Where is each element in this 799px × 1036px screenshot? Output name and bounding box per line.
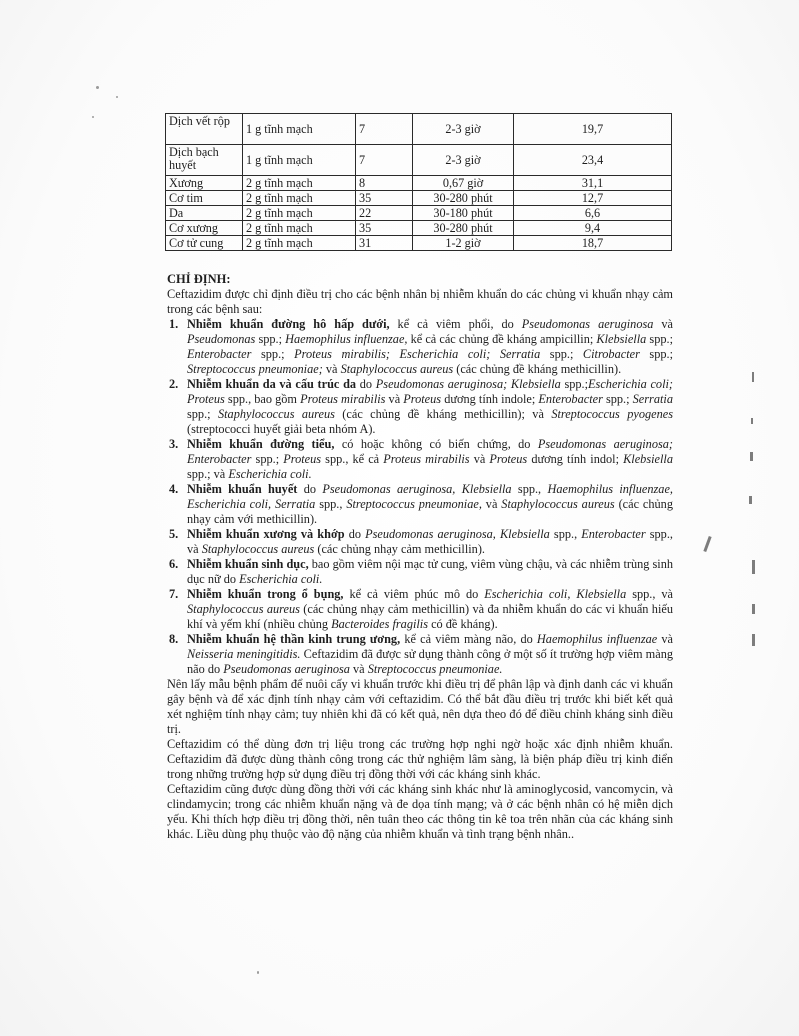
table-cell: 22 (356, 206, 413, 221)
organism-name: Pseudomonas aeruginosa, Klebsiella (365, 527, 550, 541)
indication-item (167, 557, 673, 587)
table-cell: 2-3 giờ (413, 114, 514, 145)
item-text: spp.; và (187, 467, 229, 481)
item-text: kể cả viêm phúc mô do (343, 587, 485, 601)
margin-mark (752, 604, 755, 614)
note-paragraph: Ceftazidim có thể dùng đơn trị liệu trong các trường hợp nghi ngờ hoặc xác định nhiễm khuẩn. Ceftazidim đã được dùng thành công trong các thử nghiệm lâm sàng, là biện pháp điều trị kinh điển trong những trường hợp sử dụng điều trị đồng thời với các kháng sinh khác. (167, 737, 673, 781)
item-title: Nhiễm khuẩn xương và khớp (187, 527, 345, 541)
indication-item (167, 632, 673, 677)
table-row (166, 191, 672, 206)
table-cell: Cơ tim (166, 191, 243, 206)
item-text: do (356, 377, 376, 391)
table-cell: 31 (356, 236, 413, 251)
organism-name: Streptococcus pneumoniae, (346, 497, 482, 511)
item-text: và (653, 317, 673, 331)
organism-name: Proteus (403, 392, 442, 406)
table-row (166, 176, 672, 191)
item-text: do (297, 482, 323, 496)
organism-name: Haemophilus influenzae (536, 632, 658, 646)
item-text: spp., và (626, 587, 673, 601)
indications-section (167, 272, 673, 842)
table-row (166, 221, 672, 236)
table-row (166, 145, 672, 176)
section-heading: CHỈ ĐỊNH: (167, 272, 231, 286)
scan-speck (257, 971, 259, 974)
table-cell: 31,1 (514, 176, 672, 191)
margin-mark (752, 560, 755, 574)
table-cell: Dịch bạch huyết (166, 145, 243, 176)
item-text: kể cả viêm phổi, do (389, 317, 522, 331)
item-text: (streptococci huyết giải beta nhóm A). (187, 422, 376, 436)
organism-name: Enterobacter (187, 347, 252, 361)
item-text: kể cả viêm màng não, do (400, 632, 537, 646)
item-title: Nhiễm khuẩn đường tiểu, (187, 437, 335, 451)
item-text: spp.; (540, 347, 583, 361)
note-paragraph: Nên lấy mẫu bệnh phẩm để nuôi cấy vi khuẩn trước khi điều trị để phân lập và định danh các vi khuẩn gây bệnh và để xác định tính nhạy cảm với ceftazidim. Có thể bắt đầu điều trị trước khi biết kết quả xét nghiệm tính nhạy cảm; tuy nhiên khi đã có kết quả, nên dựa theo đó để điều chỉnh kháng sinh điều trị. (167, 677, 673, 736)
organism-name: Staphylococcus aureus (217, 407, 335, 421)
item-text: dương tính indol; (527, 452, 624, 466)
table-cell: 2 g tĩnh mạch (243, 236, 356, 251)
item-number: 1. (169, 317, 179, 331)
item-text: spp.; (251, 452, 284, 466)
item-number: 4. (169, 482, 179, 496)
item-text: spp., và (187, 527, 673, 556)
item-text: spp.; (187, 407, 218, 421)
item-title: Nhiễm khuẩn sinh dục, (187, 557, 309, 571)
item-number: 6. (169, 557, 179, 571)
item-text: spp., (549, 527, 582, 541)
organism-name: Klebsiella (596, 332, 647, 346)
table-cell: 2 g tĩnh mạch (243, 176, 356, 191)
item-title: Nhiễm khuẩn trong ổ bụng, (187, 587, 344, 601)
table-cell: Da (166, 206, 243, 221)
item-text: spp.; (251, 347, 295, 361)
table-cell: 35 (356, 191, 413, 206)
item-text: và (385, 392, 404, 406)
table-cell: 30-280 phút (413, 191, 514, 206)
item-title: Nhiễm khuẩn đường hô hấp dưới, (187, 317, 390, 331)
organism-name: Klebsiella (623, 452, 673, 466)
item-text: spp.; (255, 332, 286, 346)
organism-name: Pseudomonas aeruginosa, Klebsiella (322, 482, 512, 496)
organism-name: Proteus (283, 452, 322, 466)
item-title: Nhiễm khuẩn huyết (187, 482, 298, 496)
table-cell: 1-2 giờ (413, 236, 514, 251)
item-text: spp.; (639, 347, 673, 361)
item-text: do (344, 527, 366, 541)
table-cell: 2 g tĩnh mạch (243, 206, 356, 221)
organism-name: Pseudomonas (187, 332, 256, 346)
item-text: và (322, 362, 341, 376)
table-cell: 35 (356, 221, 413, 236)
table-cell: 0,67 giờ (413, 176, 514, 191)
table-cell: Dịch vết rộp (166, 114, 243, 145)
item-text: và (469, 452, 490, 466)
item-number: 8. (169, 632, 179, 646)
item-text: (các chủng nhạy cảm với methicillin). (187, 497, 673, 526)
table-row (166, 236, 672, 251)
table-cell: 2-3 giờ (413, 145, 514, 176)
margin-mark (752, 372, 754, 382)
item-text: kể cả các chủng đề kháng ampicillin; (407, 332, 597, 346)
table-cell: Cơ tử cung (166, 236, 243, 251)
organism-name: Staphylococcus aureus (501, 497, 615, 511)
organism-name: Bacteroides fragilis (331, 617, 429, 631)
organism-name: Streptococcus pneumoniae. (367, 662, 503, 676)
item-text: Ceftazidim đã được sử dụng thành công ở một số ít trường hợp viêm màng não do (187, 647, 674, 676)
margin-mark (749, 496, 752, 504)
indication-item (167, 527, 673, 557)
margin-mark (750, 452, 753, 461)
organism-name: Escherichia coli, Klebsiella (484, 587, 627, 601)
table-cell: 23,4 (514, 145, 672, 176)
scan-speck (116, 96, 118, 98)
item-text: và (657, 632, 673, 646)
table-cell: Cơ xương (166, 221, 243, 236)
item-text: (các chủng nhạy cảm methicillin). (314, 542, 486, 556)
scan-speck (92, 116, 94, 118)
item-text: spp., bao gồm (224, 392, 301, 406)
table-row (166, 206, 672, 221)
table-cell: 19,7 (514, 114, 672, 145)
item-text: (các chủng đề kháng methicillin); và (334, 407, 552, 421)
table-cell: 9,4 (514, 221, 672, 236)
item-text: spp., kể cả (321, 452, 384, 466)
scan-speck (96, 86, 99, 89)
item-text: spp., (315, 497, 347, 511)
pen-scribble (703, 536, 711, 552)
item-title: Nhiễm khuẩn da và cấu trúc da (187, 377, 357, 391)
organism-name: Escherichia coli. (228, 467, 312, 481)
item-number: 3. (169, 437, 179, 451)
notes-paragraphs (167, 677, 673, 842)
table-row (166, 114, 672, 145)
tissue-concentration-table (165, 113, 672, 251)
table-cell: 18,7 (514, 236, 672, 251)
section-intro: Ceftazidim được chỉ định điều trị cho các bệnh nhân bị nhiễm khuẩn do các chủng vi khuẩn nhạy cảm trong các bệnh sau: (167, 287, 673, 316)
item-text: spp.; (646, 332, 673, 346)
organism-name: Enterobacter (581, 527, 646, 541)
organism-name: Pseudomonas aeruginosa; Klebsiella (375, 377, 561, 391)
organism-name: Serratia (632, 392, 673, 406)
indication-item (167, 377, 673, 437)
organism-name: Neisseria meningitidis. (187, 647, 301, 661)
margin-mark (752, 634, 755, 646)
organism-name: Haemophilus influenzae, (285, 332, 408, 346)
item-number: 7. (169, 587, 179, 601)
table-cell: 12,7 (514, 191, 672, 206)
organism-name: Pseudomonas aeruginosa (521, 317, 654, 331)
item-text: có đề kháng). (428, 617, 498, 631)
item-title: Nhiễm khuẩn hệ thần kinh trung ương, (187, 632, 401, 646)
table-cell: 8 (356, 176, 413, 191)
organism-name: Citrobacter (582, 347, 640, 361)
organism-name: Streptococcus pyogenes (551, 407, 673, 421)
organism-name: Proteus (489, 452, 528, 466)
item-text: (các chủng đề kháng methicillin). (453, 362, 622, 376)
indication-item (167, 437, 673, 482)
table-cell: 7 (356, 145, 413, 176)
table-cell: 1 g tĩnh mạch (243, 145, 356, 176)
organism-name: Proteus mirabilis (383, 452, 470, 466)
indication-item (167, 317, 673, 377)
organism-name: Pseudomonas aeruginosa (223, 662, 350, 676)
indication-list (167, 317, 673, 677)
item-number: 2. (169, 377, 179, 391)
item-text: spp., (511, 482, 548, 496)
organism-name: Escherichia coli; Proteus (187, 377, 674, 406)
organism-name: Proteus mirabilis; Escherichia coli; Serratia (294, 347, 541, 361)
organism-name: Streptococcus pneumoniae; (187, 362, 323, 376)
organism-name: Staphylococcus aureus (187, 602, 300, 616)
item-text: bao gồm viêm nội mạc tử cung, viêm vùng chậu, và các nhiễm trùng sinh dục nữ do (187, 557, 674, 586)
organism-name: Staphylococcus aureus (201, 542, 315, 556)
table-cell: 30-280 phút (413, 221, 514, 236)
item-text: có hoặc không có biến chứng, do (334, 437, 538, 451)
indication-item (167, 587, 673, 632)
table-cell: 2 g tĩnh mạch (243, 191, 356, 206)
item-text: spp.; (560, 377, 589, 391)
organism-name: Proteus mirabilis (300, 392, 386, 406)
item-text: và (349, 662, 368, 676)
table-cell: 6,6 (514, 206, 672, 221)
item-text: spp.; (602, 392, 633, 406)
table-cell: 2 g tĩnh mạch (243, 221, 356, 236)
organism-name: Staphylococcus aureus (340, 362, 454, 376)
table-cell: Xương (166, 176, 243, 191)
margin-mark (751, 418, 753, 424)
item-text: và (481, 497, 502, 511)
organism-name: Enterobacter (538, 392, 603, 406)
item-number: 5. (169, 527, 179, 541)
indication-item (167, 482, 673, 527)
table-cell: 7 (356, 114, 413, 145)
note-paragraph: Ceftazidim cũng được dùng đồng thời với các kháng sinh khác như là aminoglycosid, vancomycin, và clindamycin; trong các nhiễm khuẩn nặng và đe dọa tính mạng; và ở các bệnh nhân có hệ miễn dịch yếu. Khi thích hợp điều trị đồng thời, nên tuân theo các thông tin kê toa trên nhãn của các kháng sinh khác. Liều dùng phụ thuộc vào độ nặng của nhiễm khuẩn và tình trạng bệnh nhân.. (167, 782, 673, 841)
organism-name: Escherichia coli. (239, 572, 323, 586)
item-text: (các chủng nhạy cảm methicillin) và đa nhiễm khuẩn do các vi khuẩn hiếu khí và yếm khí (nhiều chủng (187, 602, 673, 631)
organism-name: Haemophilus influenzae, Escherichia coli, Serratia (187, 482, 673, 511)
table-cell: 30-180 phút (413, 206, 514, 221)
organism-name: Pseudomonas aeruginosa; Enterobacter (187, 437, 673, 466)
table-cell: 1 g tĩnh mạch (243, 114, 356, 145)
item-text: dương tính indole; (441, 392, 539, 406)
